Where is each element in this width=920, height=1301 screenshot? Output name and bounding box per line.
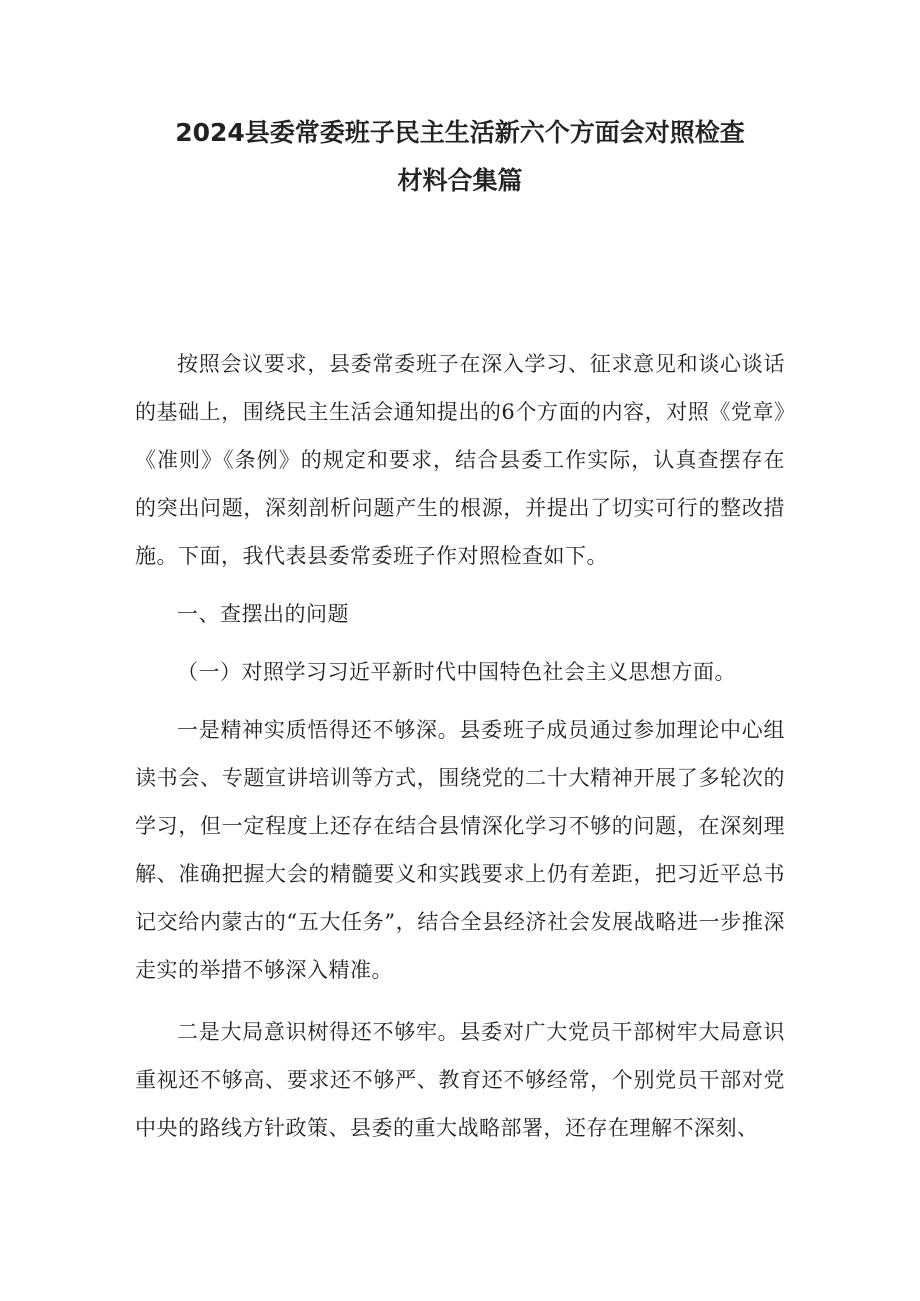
paragraph-point-2: 二是大局意识树得还不够牢。县委对广大党员干部树牢大局意识重视还不够高、要求还不够严、教育还不够经常，个别党员干部对党中央的路线方针政策、县委的重大战略部署，还存在理解不深刻、	[135, 1020, 785, 1140]
paragraph-intro: 按照会议要求，县委常委班子在深入学习、征求意见和谈心谈话的基础上，围绕民主生活会通知提出的6个方面的内容，对照《党章》《准则》《条例》的规定和要求，结合县委工作实际，认真查摆存在的突出问题，深刻剖析问题产生的根源，并提出了切实可行的整改措施。下面，我代表县委常委班子作对照检查如下。	[135, 352, 785, 568]
document-title-line-2: 材料合集篇	[397, 166, 523, 195]
paragraph-point-1: 一是精神实质悟得还不够深。县委班子成员通过参加理论中心组读书会、专题宣讲培训等方式，围绕党的二十大精神开展了多轮次的学习，但一定程度上还存在结合县情深化学习不够的问题，在深刻理解、准确把握大会的精髓要义和实践要求上仍有差距，把习近平总书记交给内蒙古的“五大任务”，结合全县经济社会发展战略进一步推深走实的举措不够深入精准。	[135, 718, 785, 982]
subsection-heading-1: （一）对照学习习近平新时代中国特色社会主义思想方面。	[177, 660, 736, 684]
document-title-line-1: 2024县委常委班子民主生活新六个方面会对照检查	[175, 118, 745, 147]
document-body	[135, 340, 785, 1152]
section-heading-problems: 一、查摆出的问题	[177, 602, 349, 626]
